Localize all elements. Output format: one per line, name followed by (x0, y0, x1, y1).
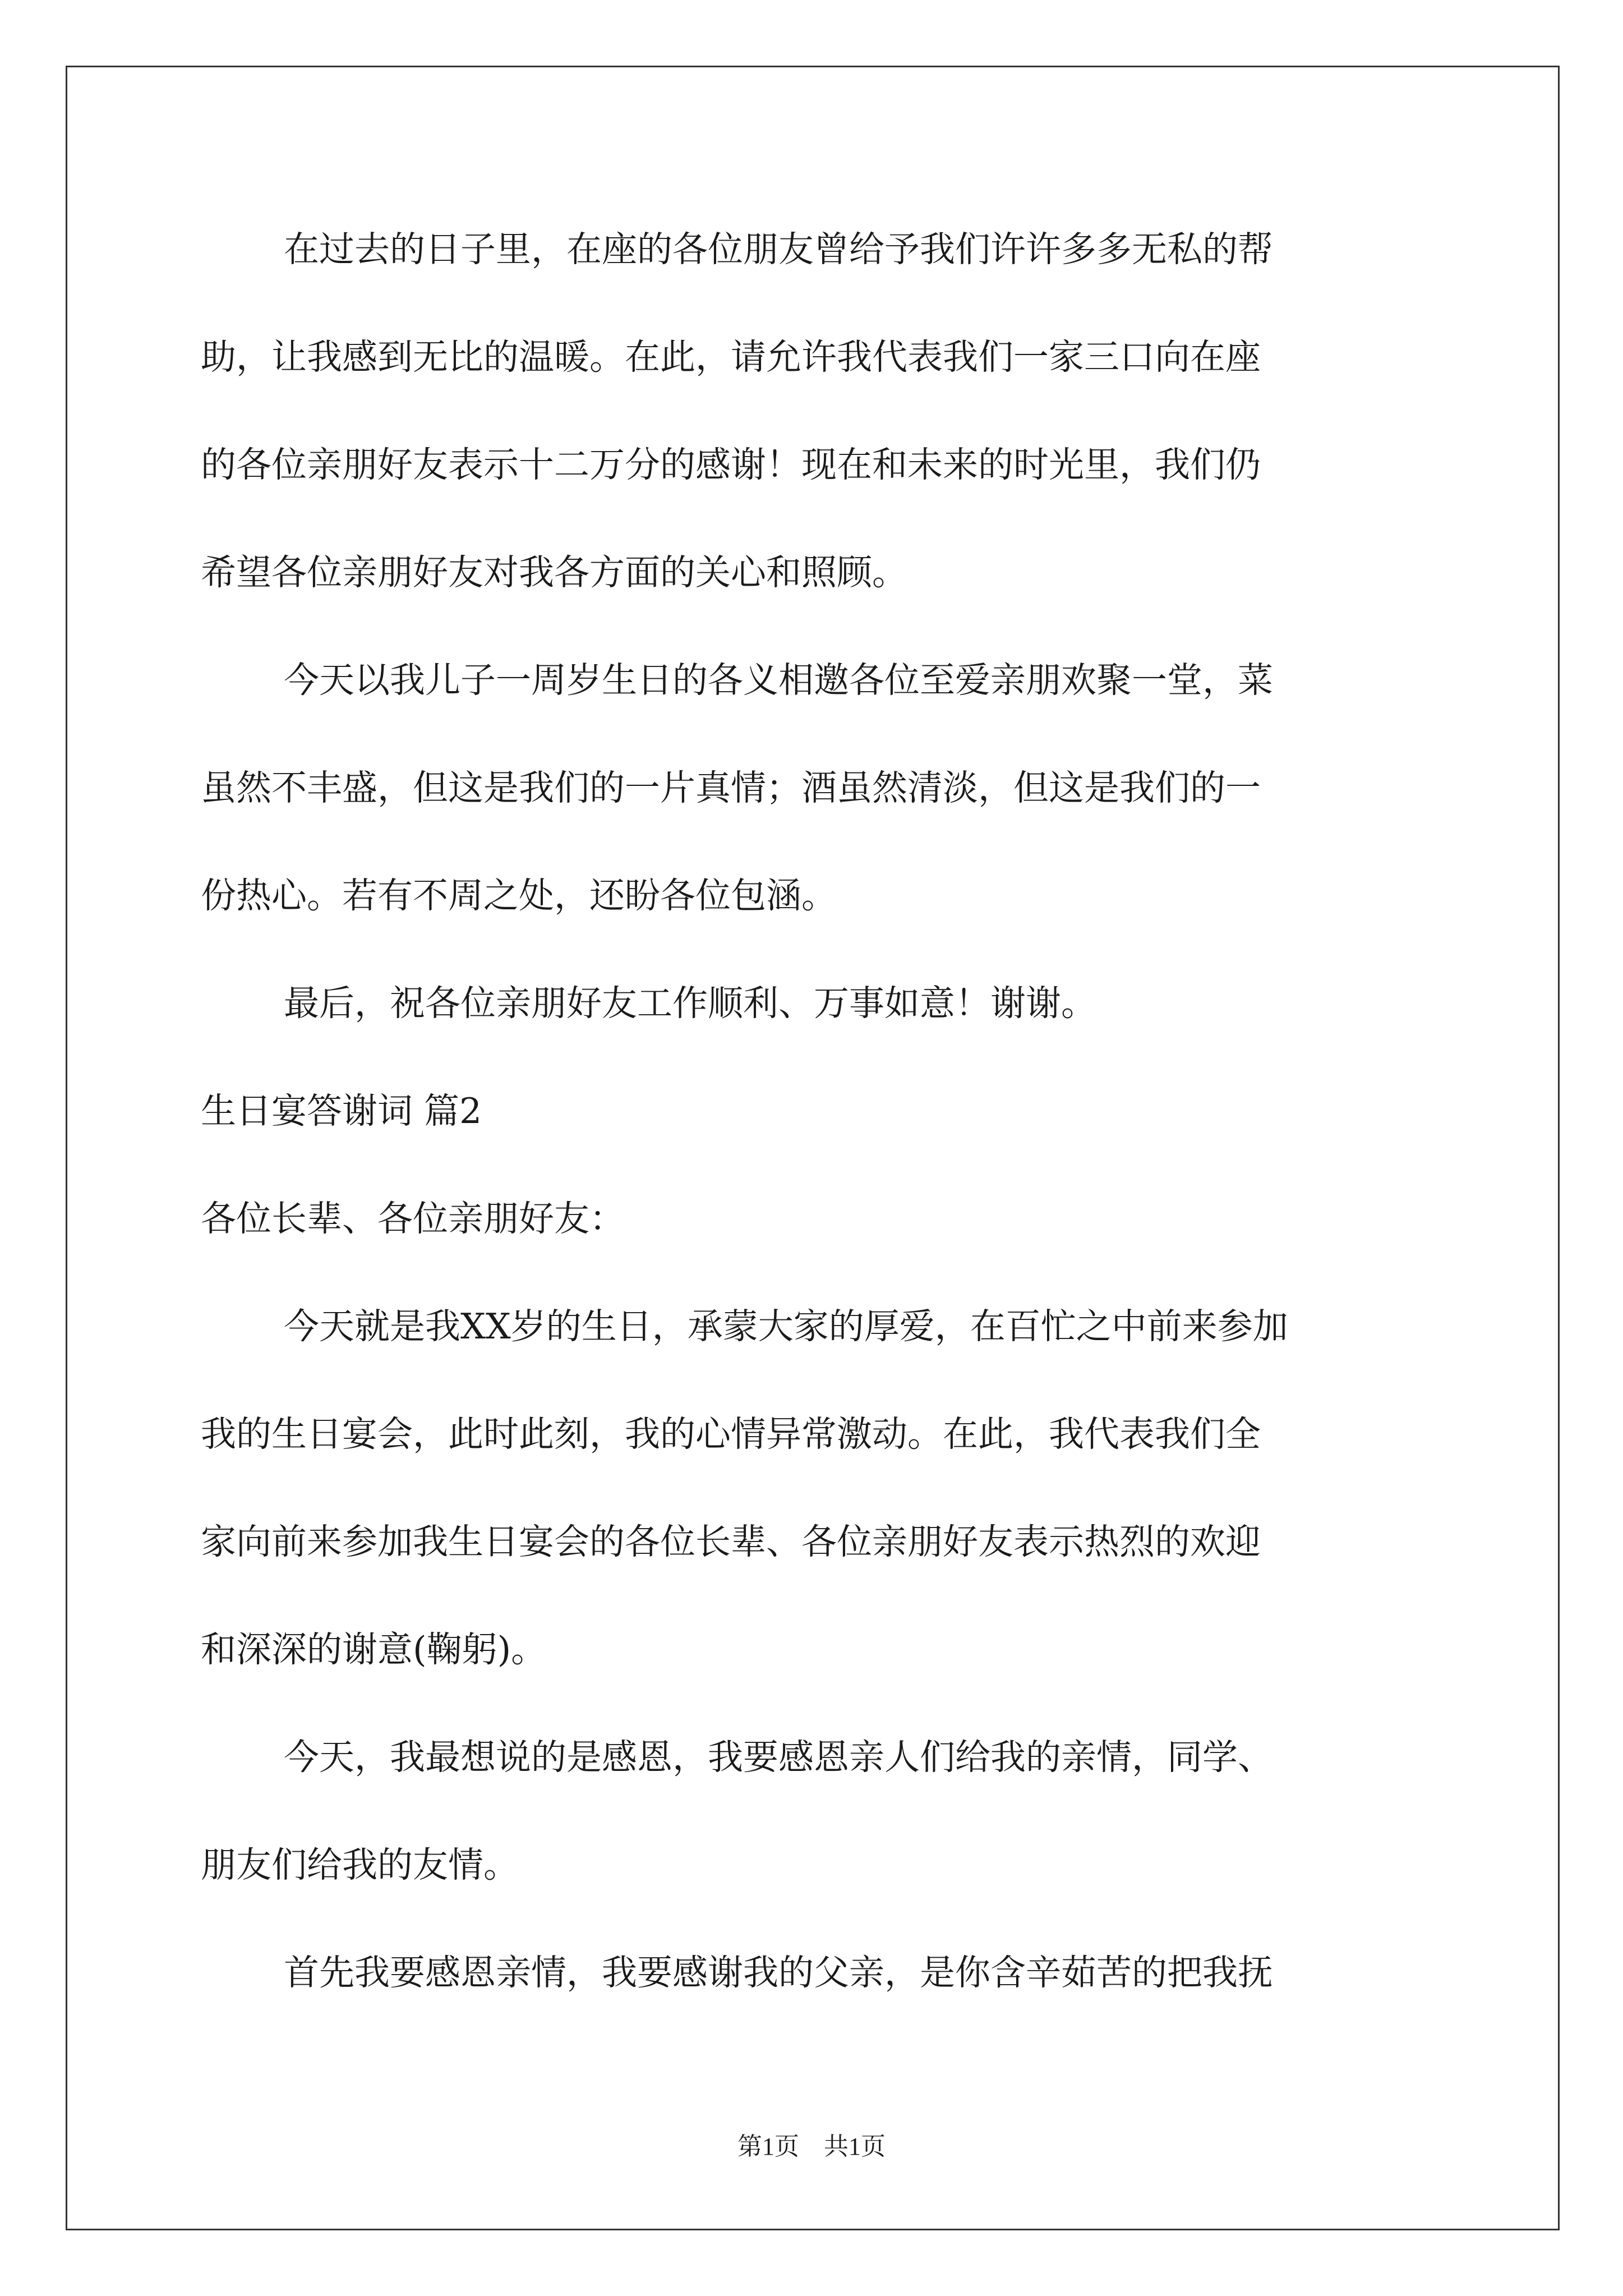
paragraph-line: 我的生日宴会，此时此刻，我的心情异常激动。在此，我代表我们全 (201, 1414, 1261, 1455)
paragraph-line: 家向前来参加我生日宴会的各位长辈、各位亲朋好友表示热烈的欢迎 (201, 1521, 1261, 1562)
paragraph-line: 份热心。若有不周之处，还盼各位包涵。 (201, 875, 837, 916)
document-body (201, 208, 1435, 2039)
page-number: 第1页 (737, 2133, 799, 2160)
paragraph-line: 朋友们给我的友情。 (201, 1844, 519, 1885)
page-footer (0, 2126, 1623, 2162)
paragraph-line: 今天就是我XX岁的生日，承蒙大家的厚爱，在百忙之中前来参加 (284, 1306, 1288, 1347)
section-heading: 生日宴答谢词 篇2 (201, 1091, 482, 1131)
paragraph-line: 最后，祝各位亲朋好友工作顺利、万事如意！谢谢。 (284, 983, 1096, 1024)
salutation: 各位长辈、各位亲朋好友： (201, 1198, 625, 1239)
paragraph-line: 在过去的日子里，在座的各位朋友曾给予我们许许多多无私的帮 (284, 229, 1273, 270)
paragraph-line: 希望各位亲朋好友对我各方面的关心和照顾。 (201, 552, 907, 593)
paragraph-line: 和深深的谢意(鞠躬)。 (201, 1629, 547, 1670)
paragraph-line: 的各位亲朋好友表示十二万分的感谢！现在和未来的时光里，我们仍 (201, 444, 1261, 485)
paragraph-line: 助，让我感到无比的温暖。在此，请允许我代表我们一家三口向在座 (201, 337, 1261, 378)
paragraph-line: 今天以我儿子一周岁生日的各义相邀各位至爱亲朋欢聚一堂，菜 (284, 660, 1273, 701)
page-total: 共1页 (824, 2133, 886, 2160)
paragraph-line: 首先我要感恩亲情，我要感谢我的父亲，是你含辛茹苦的把我抚 (284, 1952, 1273, 1993)
paragraph-line: 今天，我最想说的是感恩，我要感恩亲人们给我的亲情，同学、 (284, 1737, 1273, 1778)
paragraph-line: 虽然不丰盛，但这是我们的一片真情；酒虽然清淡，但这是我们的一 (201, 767, 1261, 808)
